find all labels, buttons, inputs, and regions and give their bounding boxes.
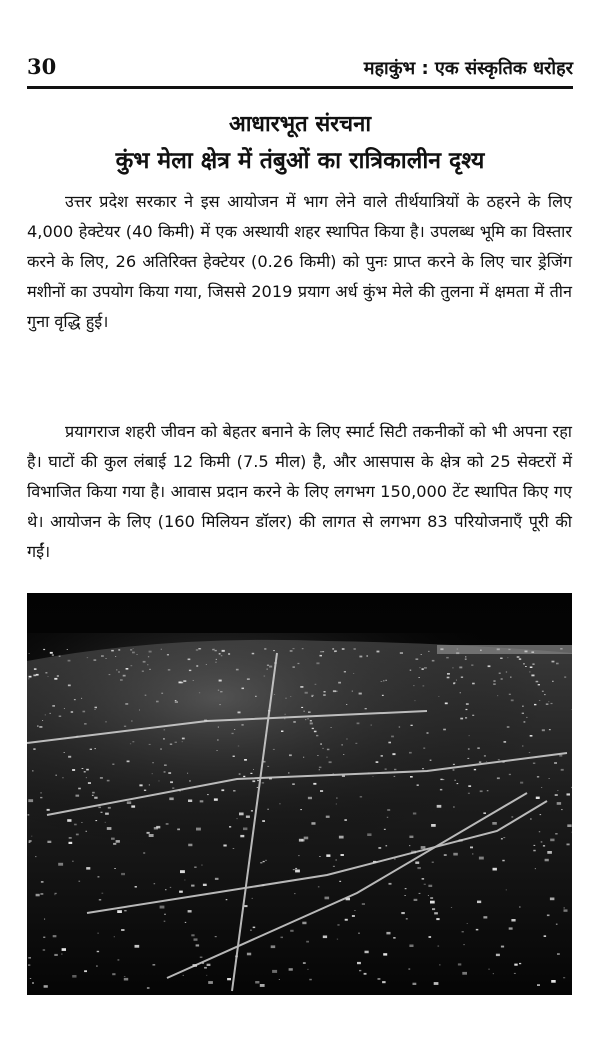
section-subtitle: कुंभ मेला क्षेत्र में तंबुओं का रात्रिकालीन दृश्य — [115, 148, 485, 174]
paragraph-1: उत्तर प्रदेश सरकार ने इस आयोजन में भाग लेने वाले तीर्थयात्रियों के ठहरने के लिए 4,000 हेक्टेयर (40 किमी) में एक अस्थायी शहर स्थापित किया है। उपलब्ध भूमि का विस्तार करने के लिए, 26 अतिरिक्त हेक्टेयर (0.26 किमी) को पुनः प्राप्त करने के लिए चार ड्रेजिंग मशीनों का उपयोग किया गया, जिससे 2019 प्रयाग अर्ध कुंभ मेले की तुलना में क्षमता में तीन गुना वृद्धि हुई। — [27, 192, 572, 331]
running-title: महाकुंभ : एक संस्कृतिक धरोहर — [363, 58, 573, 79]
page-header — [27, 54, 573, 84]
night-tent-city-photo — [27, 593, 572, 995]
paragraph-2: प्रयागराज शहरी जीवन को बेहतर बनाने के लिए स्मार्ट सिटी तकनीकों को भी अपना रहा है। घाटों की कुल लंबाई 12 किमी (7.5 मील) है, और आसपास के क्षेत्र को 25 सेक्टरों में विभाजित किया गया है। आवास प्रदान करने के लिए लगभग 150,000 टेंट स्थापित किए गए थे। आयोजन के लिए (160 मिलियन डॉलर) की लागत से लगभग 83 परियोजनाएँ पूरी की गईं। — [27, 422, 572, 561]
section-title: आधारभूत संरचना — [228, 112, 372, 137]
page-number: 30 — [27, 54, 57, 79]
photo-illustration — [27, 593, 572, 995]
header-divider — [27, 86, 573, 89]
